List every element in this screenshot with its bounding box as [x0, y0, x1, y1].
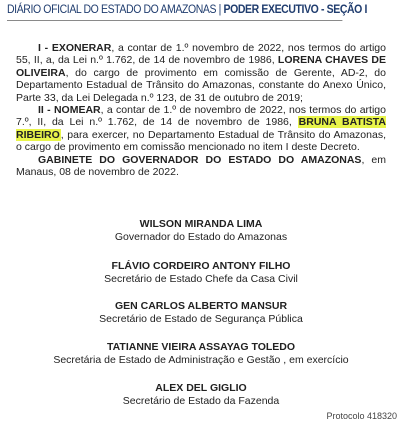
signatory-role: Secretária de Estado de Administração e Gestão , em exercício [53, 354, 349, 366]
signatory-name: FLÁVIO CORDEIRO ANTONY FILHO [111, 260, 291, 272]
decree-body [16, 42, 386, 178]
signature-block [16, 382, 386, 408]
exonerar-text-2: , do cargo de provimento em comissão de Gerente, AD-2, do Departamento Estadual de Trânsito do Amazonas, constante do Anexo Único, Parte 33, da Lei Delegada n.º 123, de 31 de outubro de 2019; [16, 66, 386, 104]
appointed-name: BRUNA BATISTA RIBEIRO [16, 116, 386, 141]
gabinete-lead: GABINETE DO GOVERNADOR DO ESTADO DO AMAZONAS [38, 153, 362, 166]
nomear-lead: II - NOMEAR [38, 104, 101, 117]
signatory-role: Secretário de Estado Chefe da Casa Civil [104, 273, 298, 285]
signature-block [16, 300, 386, 326]
signatory-name: TATIANNE VIEIRA ASSAYAG TOLEDO [106, 341, 296, 353]
signature-block [16, 260, 386, 286]
signatory-name: GEN CARLOS ALBERTO MANSUR [114, 300, 288, 312]
signatory-name: WILSON MIRANDA LIMA [139, 218, 263, 230]
exonerar-lead: I - EXONERAR [38, 42, 112, 54]
paragraph-gabinete [16, 154, 386, 179]
exonerated-name: LORENA CHAVES DE OLIVEIRA [16, 54, 386, 79]
signature-block [16, 218, 386, 244]
signatory-name: ALEX DEL GIGLIO [155, 382, 247, 394]
protocol-number: Protocolo 418320 [326, 411, 397, 421]
page-header [7, 0, 368, 21]
signature-block [16, 341, 386, 367]
paragraph-exonerar [16, 42, 386, 104]
signatory-role: Governador do Estado do Amazonas [114, 231, 288, 243]
header-section: PODER EXECUTIVO - SEÇÃO I [220, 2, 368, 16]
signatory-role: Secretário de Estado de Segurança Pública [99, 313, 303, 325]
nomear-text-2: , para exercer, no Departamento Estadual de Trânsito do Amazonas, o cargo de provimento em comissão mencionado no item I deste Decreto. [16, 128, 386, 154]
header-title: DIÁRIO OFICIAL DO ESTADO DO AMAZONAS | [7, 2, 221, 16]
nomear-text-1: , a contar de 1.º de novembro de 2022, nos termos do artigo 7.º, II, da Lei n.º 1.762, de 14 de novembro de 1986, [16, 104, 386, 129]
exonerar-text-1: , a contar de 1.º novembro de 2022, nos termos do artigo 55, II, a, da Lei n.º 1.762, de 14 de novembro de 1986, [16, 42, 386, 67]
gabinete-text: , em Manaus, 08 de novembro de 2022. [16, 153, 387, 179]
signatory-role: Secretário de Estado da Fazenda [122, 395, 280, 407]
paragraph-nomear [16, 104, 386, 154]
